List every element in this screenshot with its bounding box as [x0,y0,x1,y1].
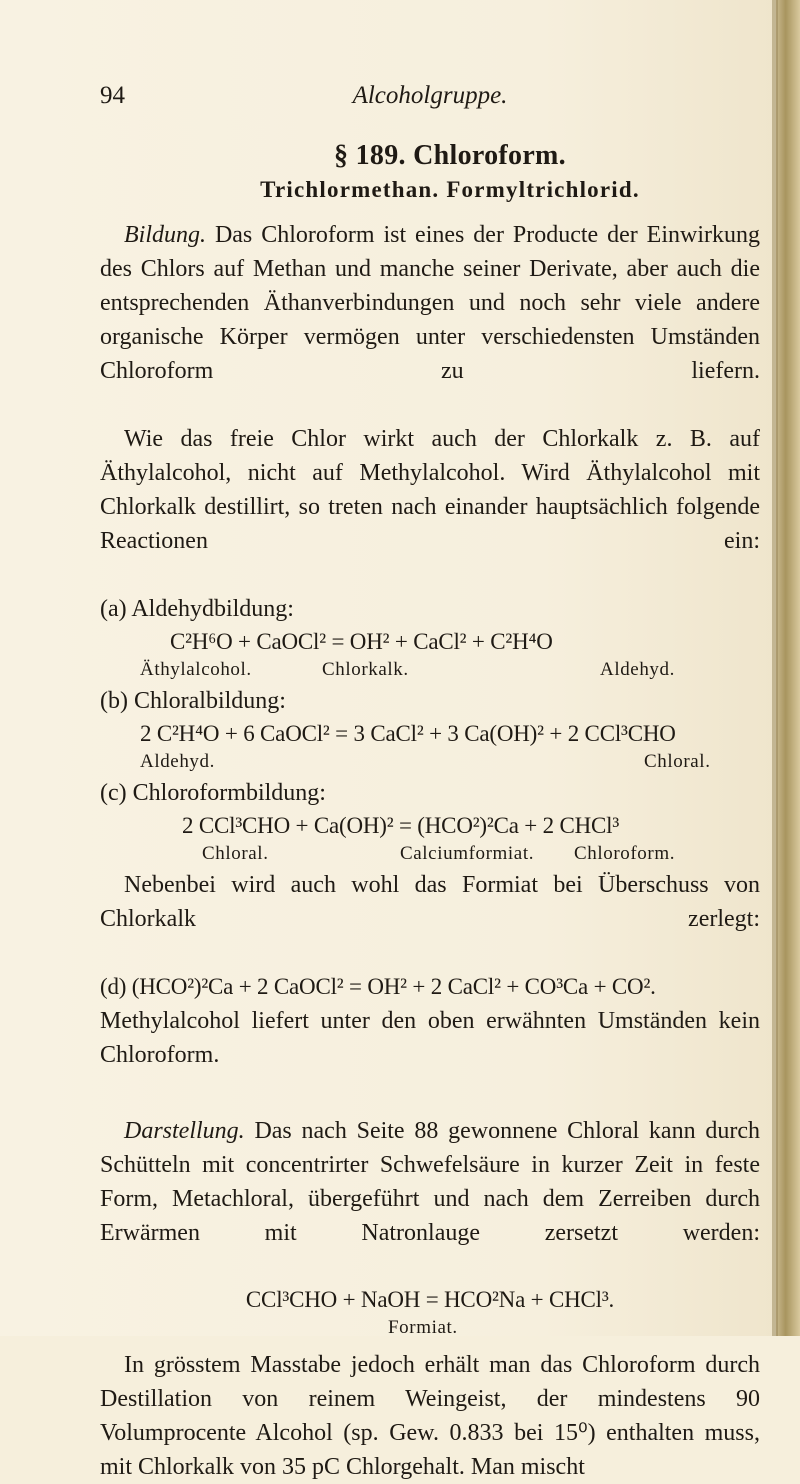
running-title: Alcoholgruppe. [352,82,508,109]
compound-name: Chloral. [202,843,269,864]
reaction-b-label: (b) Chloralbildung: [100,688,286,714]
reaction-c-equation: 2 CCl³CHO + Ca(OH)² = (HCO²)²Ca + 2 CHCl³ [182,813,620,838]
bildung-text: Das Chloroform ist eines der Producte der Einwirkung des Chlors auf Methan und manche seiner Derivate, aber auch die entsprechenden Äthanverbindungen und noch sehr viele andere organische Körper vermögen unter verschiedensten Umständen Chloroform zu liefern. [100,222,760,384]
darstellung-text: Das nach Seite 88 gewonnene Chloral kann durch Schütteln mit concentrirter Schwefelsäure in kurzer Zeit in feste Form, Metachloral, übergeführt und nach dem Zerreiben durch Erwärmen mit Natronlauge zersetzt werden: [100,1118,760,1246]
paragraph-methylalcohol: Methylalcohol liefert unter den oben erwähnten Umständen kein Chloroform. [100,1008,760,1068]
page-number: 94 [100,82,125,109]
reaction-a-equation: C²H⁶O + CaOCl² = OH² + CaCl² + C²H⁴O [170,629,553,654]
page-header [100,82,760,116]
reaction-d-equation: (d) (HCO²)²Ca + 2 CaOCl² = OH² + 2 CaCl² + CO³Ca + CO². [100,974,656,999]
gutter-shadow [772,0,778,1336]
page-body [100,138,760,1484]
reaction-c-label: (c) Chloroformbildung: [100,780,326,806]
compound-name: Aldehyd. [600,659,675,680]
paragraph-nebenbei: Nebenbei wird auch wohl das Formiat bei Überschuss von Chlorkalk zerlegt: [100,872,760,932]
compound-name: Formiat. [388,1317,458,1338]
reaction-c-names [100,842,760,868]
compound-name: Calciumformiat. [400,843,535,864]
compound-name: Äthylalcohol. [140,659,252,680]
darstellung-heading: Darstellung. [124,1118,245,1144]
compound-name: Chloral. [644,751,711,772]
paragraph-bildung [100,218,760,422]
reaction-a-names [100,658,760,684]
reaction-e-names [100,1316,760,1342]
reaction-b-names [100,750,760,776]
paragraph-darstellung [100,1114,760,1284]
reaction-e-equation: CCl³CHO + NaOH = HCO²Na + CHCl³. [245,1287,615,1312]
section-subtitle: Trichlormethan. Formyltrichlorid. [260,177,640,202]
reaction-b-equation: 2 C²H⁴O + 6 CaOCl² = 3 CaCl² + 3 Ca(OH)² + 2 CCl³CHO [140,721,676,746]
paragraph-final: In grösstem Masstabe jedoch erhält man das Chloroform durch Destillation von reinem Weingeist, der mindestens 90 Volumprocente Alcohol (sp. Gew. 0.833 bei 15⁰) enthalten muss, mit Chlorkalk von 35 pC Chlorgehalt. Man mischt [100,1352,760,1480]
bildung-heading: Bildung. [124,222,206,248]
compound-name: Chlorkalk. [322,659,409,680]
compound-name: Chloroform. [574,843,676,864]
paragraph-chlorkalk: Wie das freie Chlor wirkt auch der Chlorkalk z. B. auf Äthylalcohol, nicht auf Methylalcohol. Wird Äthylalcohol mit Chlorkalk destillirt, so treten nach einander hauptsächlich folgende Reactionen ein: [100,426,760,554]
reaction-a-label: (a) Aldehydbildung: [100,596,294,622]
book-gutter [776,0,800,1336]
section-title: § 189. Chloroform. [334,140,566,171]
compound-name: Aldehyd. [140,751,215,772]
